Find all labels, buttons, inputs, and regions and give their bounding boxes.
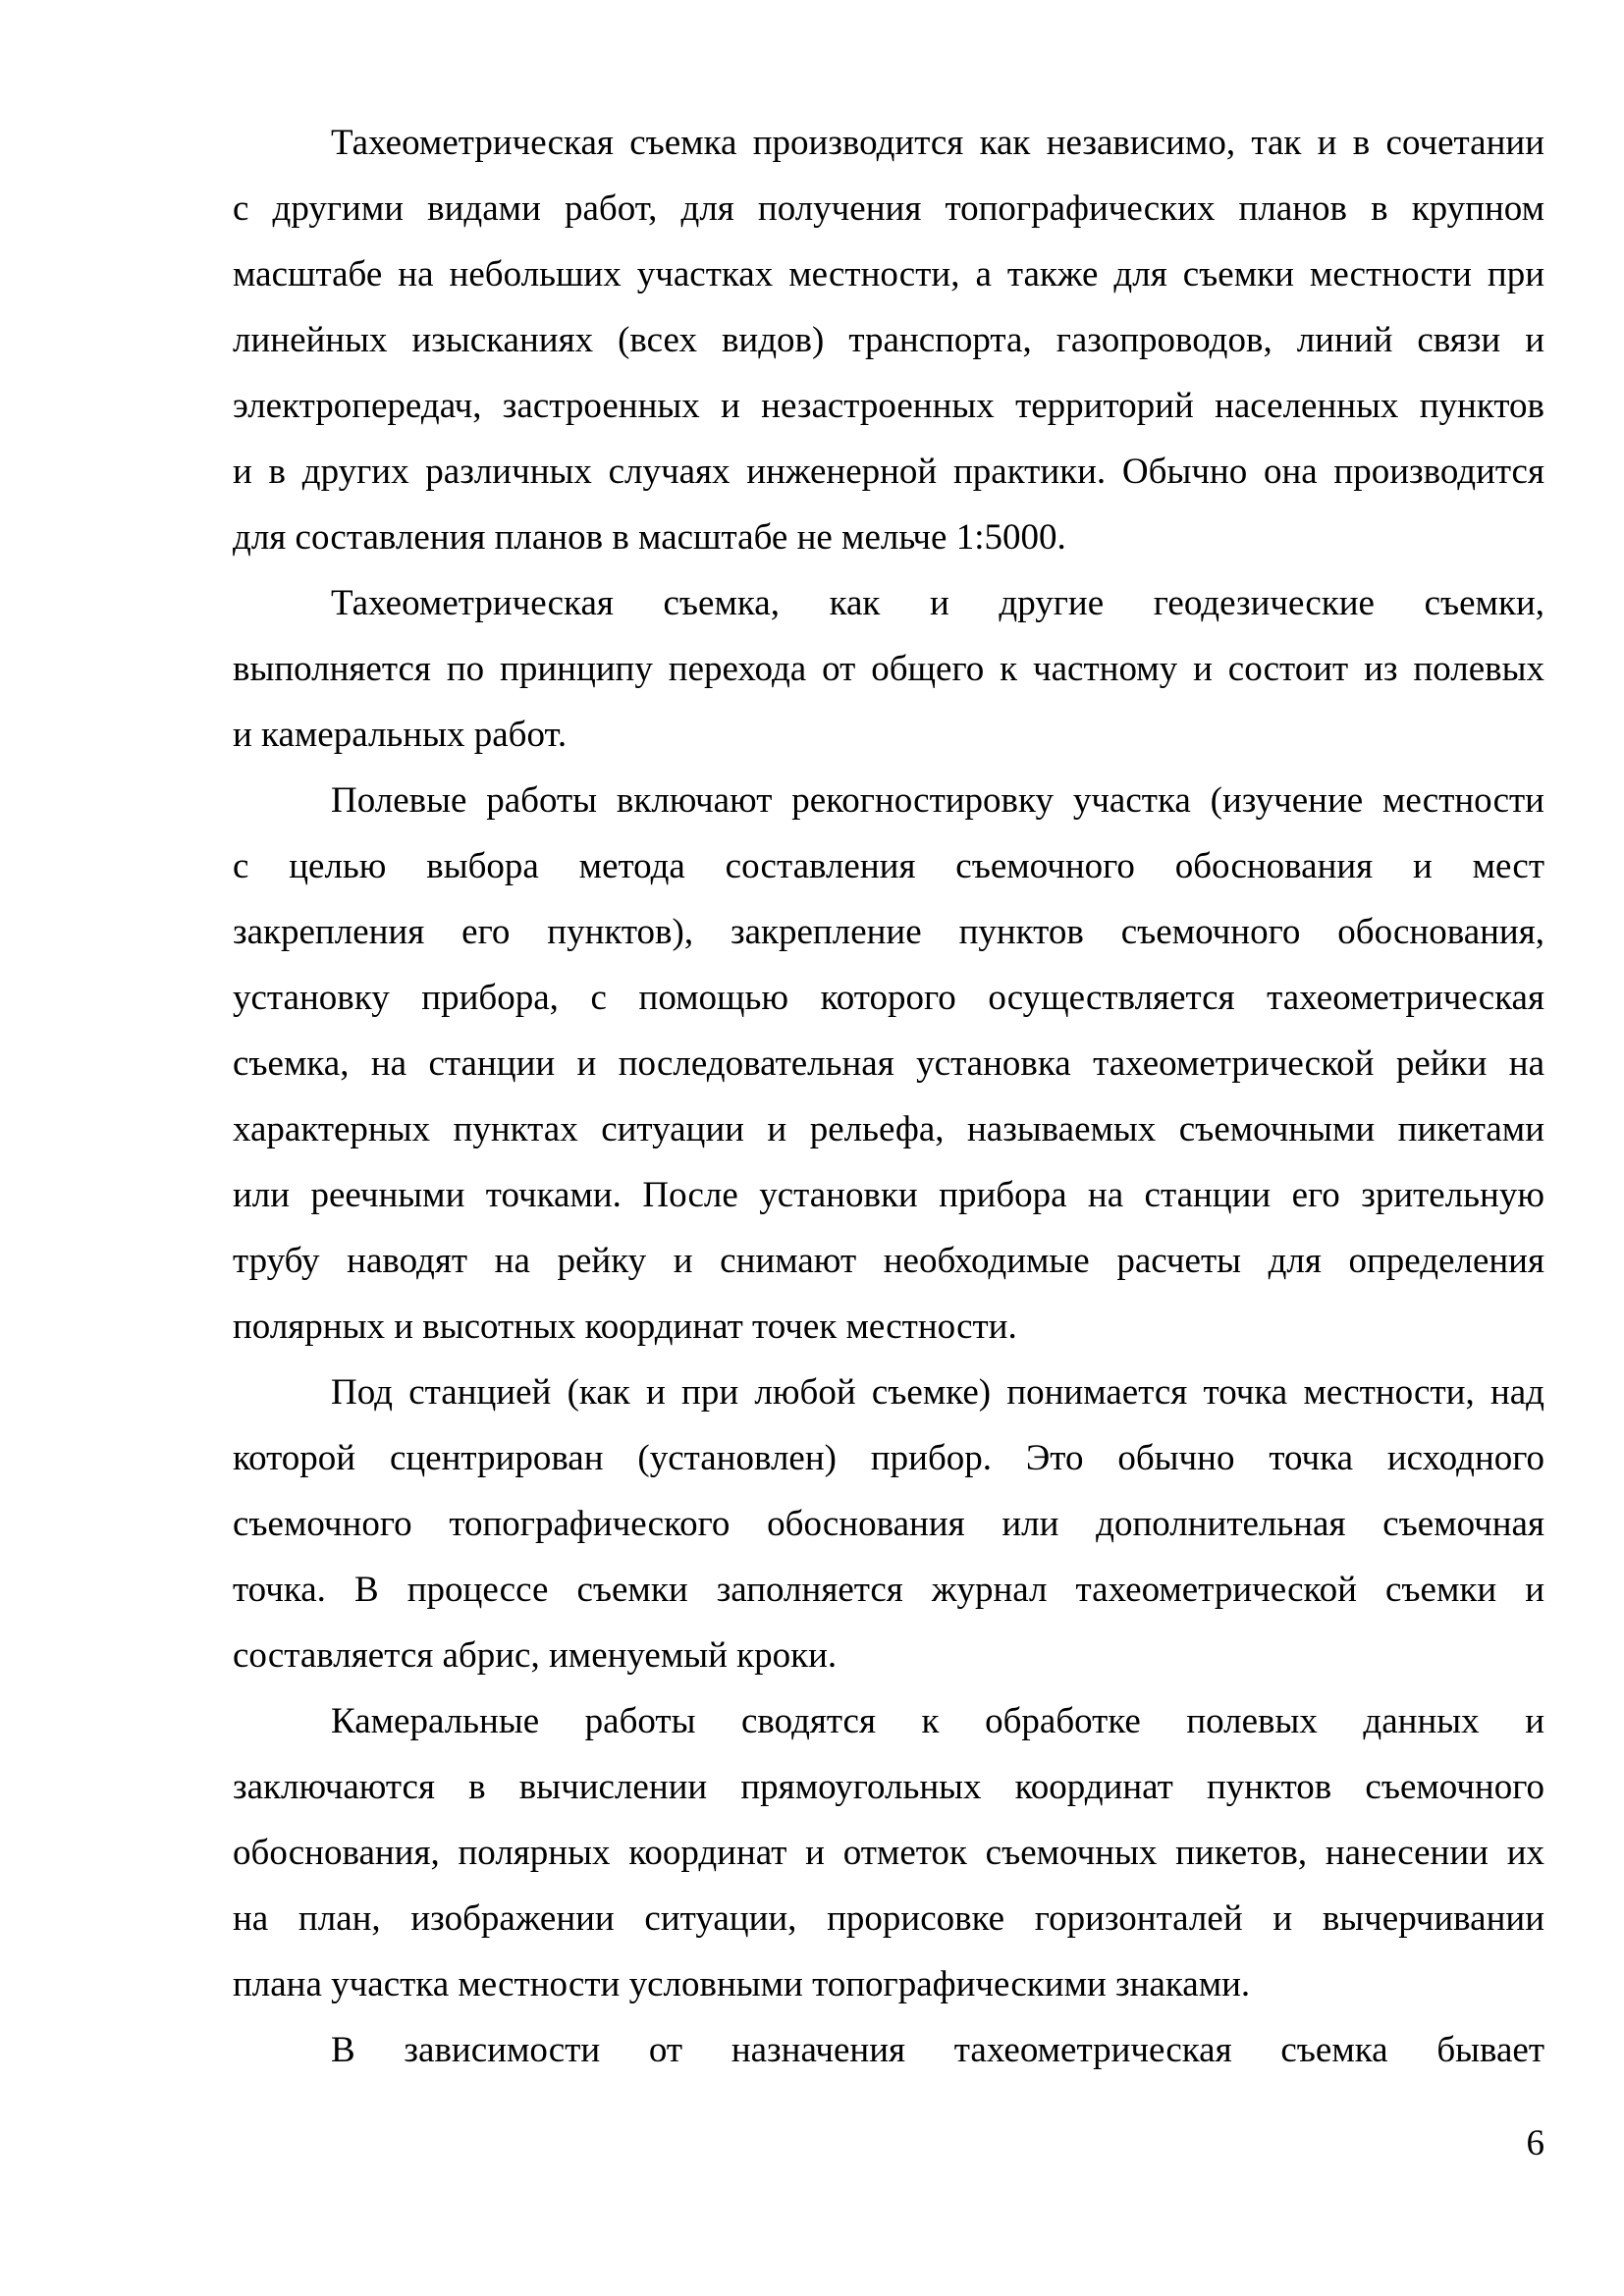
text-line: которой сцентрирован (установлен) прибор. Это обычно точка исходного	[233, 1438, 1544, 1478]
text-line: В зависимости от назначения тахеометрическая съемка бывает	[331, 2030, 1544, 2070]
text-line: обоснования, полярных координат и отметок съемочных пикетов, нанесении их	[233, 1833, 1544, 1873]
text-line: съемка, на станции и последовательная установка тахеометрической рейки на	[233, 1043, 1544, 1084]
text-line: трубу наводят на рейку и снимают необходимые расчеты для определения	[233, 1241, 1544, 1281]
text-line: и в других различных случаях инженерной практики. Обычно она производится	[233, 452, 1544, 492]
text-line: установку прибора, с помощью которого осуществляется тахеометрическая	[233, 978, 1544, 1018]
text-line: Камеральные работы сводятся к обработке полевых данных и	[331, 1701, 1544, 1741]
text-line: характерных пунктах ситуации и рельефа, называемых съемочными пикетами	[233, 1109, 1544, 1149]
text-block	[233, 110, 1544, 2083]
text-line: заключаются в вычислении прямоугольных координат пунктов съемочного	[233, 1767, 1544, 1807]
text-line: с другими видами работ, для получения топографических планов в крупном	[233, 188, 1544, 229]
text-line: полярных и высотных координат точек местности.	[233, 1307, 1017, 1347]
text-line: точка. В процессе съемки заполняется журнал тахеометрической съемки и	[233, 1570, 1544, 1610]
text-line: на план, изображении ситуации, прорисовке горизонталей и вычерчивании	[233, 1898, 1544, 1939]
text-line: Тахеометрическая съемка, как и другие геодезические съемки,	[331, 583, 1544, 623]
text-line: Под станцией (как и при любой съемке) понимается точка местности, над	[331, 1372, 1544, 1413]
page-number: 6	[1526, 2123, 1544, 2163]
text-line: выполняется по принципу перехода от общего к частному и состоит из полевых	[233, 649, 1544, 689]
text-line: съемочного топографического обоснования или дополнительная съемочная	[233, 1504, 1544, 1544]
text-line: Тахеометрическая съемка производится как независимо, так и в сочетании	[331, 123, 1544, 163]
text-line: масштабе на небольших участках местности, а также для съемки местности при	[233, 254, 1544, 294]
text-line: закрепления его пунктов), закрепление пунктов съемочного обоснования,	[233, 912, 1544, 952]
text-line: для составления планов в масштабе не мельче 1:5000.	[233, 517, 1066, 558]
text-line: составляется абрис, именуемый кроки.	[233, 1635, 838, 1676]
text-line: линейных изысканиях (всех видов) транспорта, газопроводов, линий связи и	[233, 320, 1544, 360]
text-line: и камеральных работ.	[233, 715, 568, 755]
text-line: электропередач, застроенных и незастроенных территорий населенных пунктов	[233, 386, 1544, 426]
text-line: с целью выбора метода составления съемочного обоснования и мест	[233, 846, 1544, 886]
text-line: или реечными точками. После установки прибора на станции его зрительную	[233, 1175, 1544, 1215]
text-line: плана участка местности условными топографическими знаками.	[233, 1964, 1251, 2004]
text-line: Полевые работы включают рекогностировку участка (изучение местности	[331, 780, 1544, 821]
